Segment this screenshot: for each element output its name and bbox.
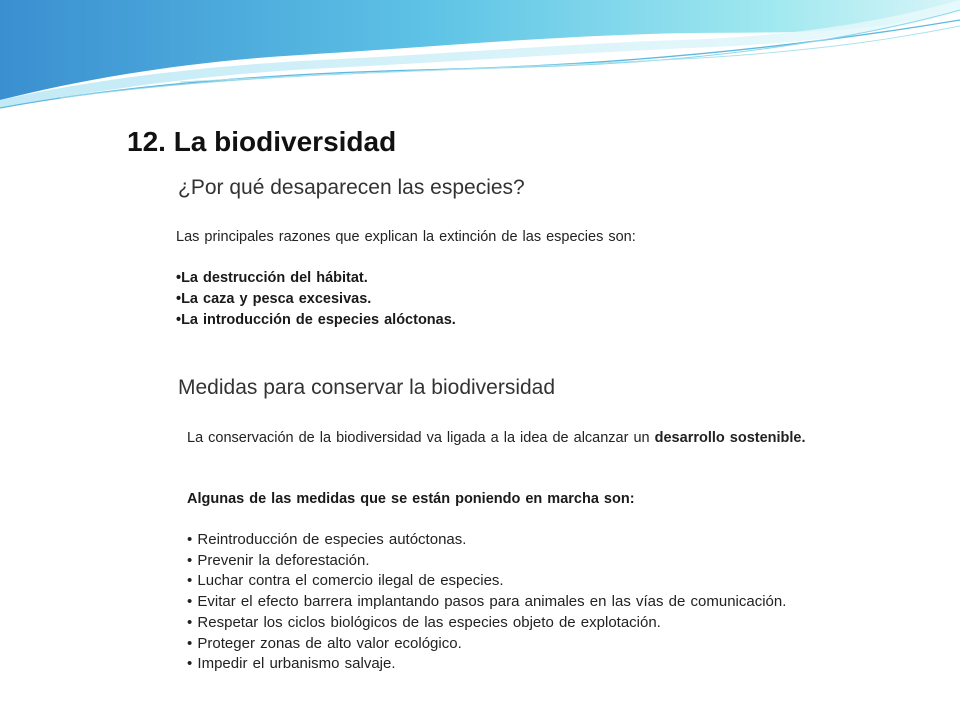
section-heading-conservation: Medidas para conservar la biodiversidad bbox=[178, 376, 556, 399]
measure-item: • Respetar los ciclos biológicos de las especies objeto de explotación. bbox=[187, 613, 661, 631]
bullet: • bbox=[187, 593, 198, 611]
measure-item: • Impedir el urbanismo salvaje. bbox=[187, 655, 396, 673]
bullet: • bbox=[187, 634, 198, 652]
extinction-intro-text: Las principales razones que explican la extinción de las especies son: bbox=[176, 229, 636, 245]
extinction-causes-list bbox=[176, 268, 456, 331]
bullet: • bbox=[176, 312, 182, 328]
sustainable-development-term: desarrollo sostenible. bbox=[654, 430, 806, 446]
slide-title: 12. La biodiversidad bbox=[127, 126, 397, 157]
conservation-paragraph: La conservación de la biodiversidad va ligada a la idea de alcanzar un desarrollo sostenible. bbox=[187, 430, 806, 446]
measure-item: • Luchar contra el comercio ilegal de especies. bbox=[187, 572, 504, 590]
bullet: • bbox=[187, 655, 198, 673]
conservation-measures-list bbox=[187, 530, 786, 675]
bullet: • bbox=[176, 270, 182, 286]
cause-item: •La destrucción del hábitat. bbox=[176, 270, 368, 286]
bullet: • bbox=[187, 572, 198, 590]
measure-item: • Evitar el efecto barrera implantando pasos para animales en las vías de comunicación. bbox=[187, 593, 787, 611]
bullet: • bbox=[187, 613, 198, 631]
bullet: • bbox=[187, 551, 198, 569]
cause-item: •La caza y pesca excesivas. bbox=[176, 291, 372, 307]
measure-item: • Reintroducción de especies autóctonas. bbox=[187, 531, 467, 548]
measure-item: • Prevenir la deforestación. bbox=[187, 551, 370, 569]
section-heading-extinction: ¿Por qué desaparecen las especies? bbox=[178, 176, 525, 199]
cause-item: •La introducción de especies alóctonas. bbox=[176, 312, 456, 328]
bullet: • bbox=[187, 531, 198, 548]
measures-intro-text: Algunas de las medidas que se están poniendo en marcha son: bbox=[187, 491, 635, 507]
decorative-wave-header bbox=[0, 0, 960, 120]
bullet: • bbox=[176, 291, 182, 307]
measure-item: • Proteger zonas de alto valor ecológico. bbox=[187, 634, 462, 652]
